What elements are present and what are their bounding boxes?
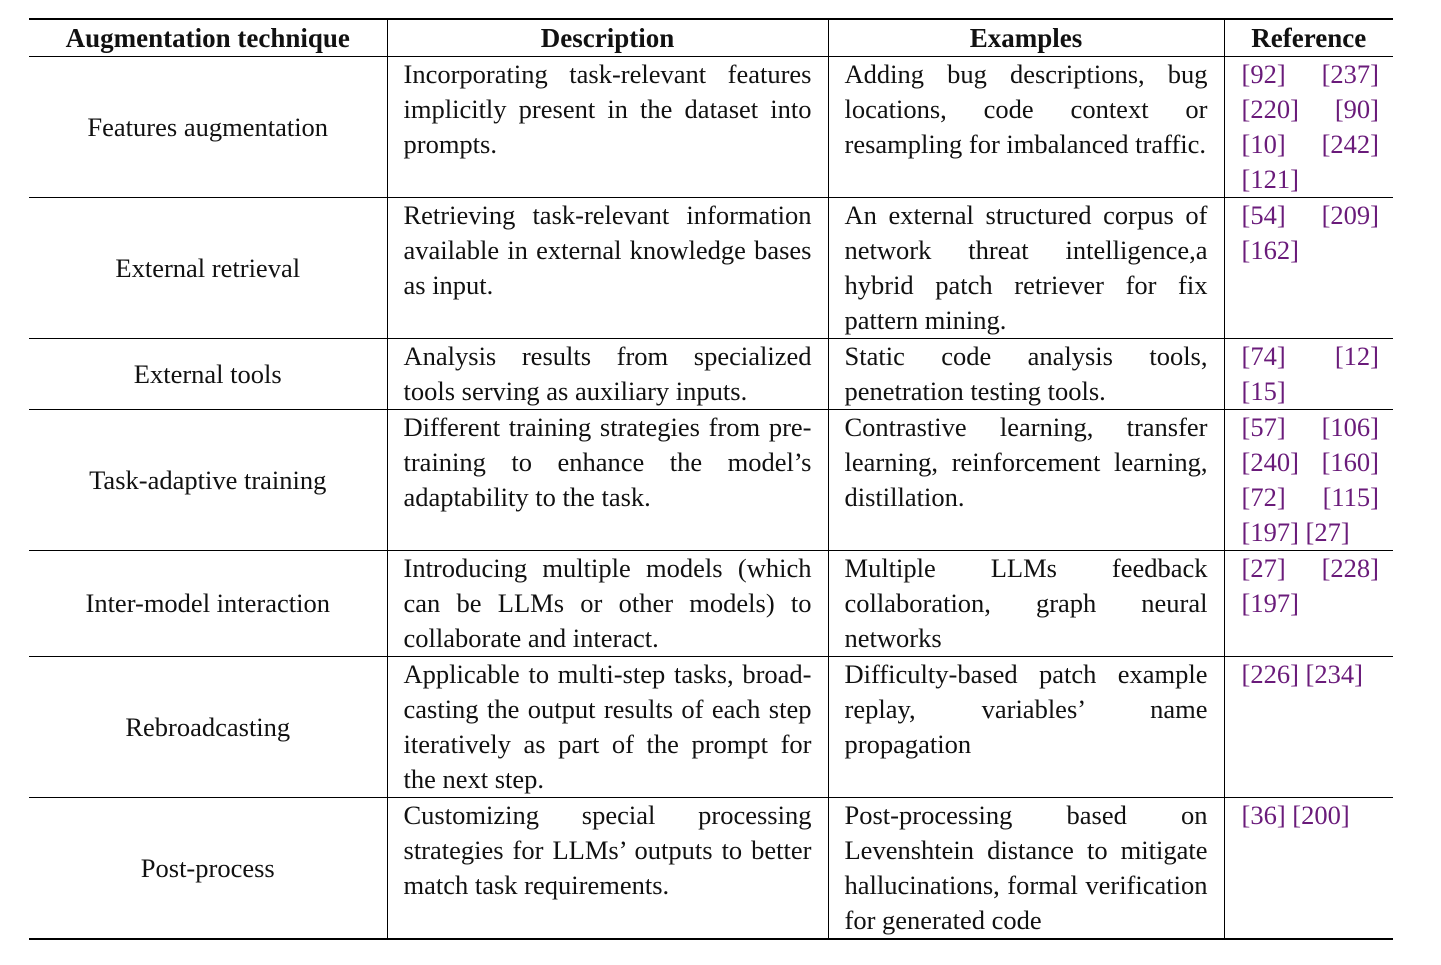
reference-link[interactable]: [15]: [1241, 376, 1286, 406]
header-reference: Reference: [1224, 19, 1393, 57]
description-cell: Analysis results from specialized tools serving as auxiliary inputs.: [387, 339, 828, 410]
reference-link[interactable]: [197]: [1241, 588, 1299, 618]
reference-link[interactable]: [242]: [1321, 129, 1379, 159]
technique-cell: Post-process: [29, 798, 387, 940]
table-row: [29, 57, 1393, 198]
description-cell: Applicable to multi-step tasks, broad-casting the output results of each step iteratively as part of the prompt for the next step.: [387, 657, 828, 798]
reference-link[interactable]: [92]: [1241, 59, 1286, 89]
examples-cell: Difficulty-based patch example replay, variables’ name propagation: [828, 657, 1224, 798]
reference-cell: [1224, 410, 1393, 551]
description-cell: Incorporating task-relevant features implicitly present in the dataset into prompts.: [387, 57, 828, 198]
reference-link[interactable]: [72]: [1241, 482, 1286, 512]
table-row: [29, 551, 1393, 657]
technique-cell: External retrieval: [29, 198, 387, 339]
reference-link[interactable]: [12]: [1334, 341, 1379, 371]
reference-link[interactable]: [121]: [1241, 164, 1299, 194]
technique-cell: Inter-model interaction: [29, 551, 387, 657]
table-row: [29, 798, 1393, 940]
table-row: [29, 198, 1393, 339]
technique-cell: Task-adaptive training: [29, 410, 387, 551]
reference-link[interactable]: [57]: [1241, 412, 1286, 442]
reference-cell: [1224, 339, 1393, 410]
description-cell: Introducing multiple models (which can be LLMs or other models) to collaborate and interact.: [387, 551, 828, 657]
examples-cell: Multiple LLMs feedback collaboration, graph neural networks: [828, 551, 1224, 657]
reference-link[interactable]: [200]: [1292, 800, 1350, 830]
examples-cell: Static code analysis tools, penetration testing tools.: [828, 339, 1224, 410]
reference-link[interactable]: [10]: [1241, 129, 1286, 159]
reference-link[interactable]: [226]: [1241, 659, 1299, 689]
examples-cell: Adding bug descriptions, bug locations, code context or resampling for imbalanced traffic.: [828, 57, 1224, 198]
table-row: [29, 410, 1393, 551]
table-body: [29, 57, 1393, 940]
reference-link[interactable]: [27]: [1305, 517, 1350, 547]
reference-link[interactable]: [160]: [1321, 447, 1379, 477]
reference-link[interactable]: [115]: [1322, 482, 1379, 512]
reference-link[interactable]: [197]: [1241, 517, 1299, 547]
reference-link[interactable]: [209]: [1321, 200, 1379, 230]
reference-link[interactable]: [220]: [1241, 94, 1299, 124]
reference-cell: [1224, 551, 1393, 657]
augmentation-techniques-table: [29, 18, 1393, 940]
reference-link[interactable]: [54]: [1241, 200, 1286, 230]
reference-link[interactable]: [74]: [1241, 341, 1286, 371]
table-header-row: [29, 19, 1393, 57]
reference-cell: [1224, 57, 1393, 198]
table-row: [29, 657, 1393, 798]
examples-cell: Post-processing based on Levenshtein distance to mitigate hallucinations, formal verification for generated code: [828, 798, 1224, 940]
header-augmentation-technique: Augmentation technique: [29, 19, 387, 57]
examples-cell: Contrastive learning, transfer learning, reinforcement learning, distillation.: [828, 410, 1224, 551]
header-description: Description: [387, 19, 828, 57]
reference-link[interactable]: [240]: [1241, 447, 1299, 477]
reference-link[interactable]: [27]: [1241, 553, 1286, 583]
reference-cell: [1224, 198, 1393, 339]
reference-cell: [1224, 798, 1393, 940]
description-cell: Different training strategies from pre-training to enhance the model’s adaptability to the task.: [387, 410, 828, 551]
reference-cell: [1224, 657, 1393, 798]
header-examples: Examples: [828, 19, 1224, 57]
reference-link[interactable]: [90]: [1334, 94, 1379, 124]
technique-cell: Rebroadcasting: [29, 657, 387, 798]
technique-cell: External tools: [29, 339, 387, 410]
reference-link[interactable]: [36]: [1241, 800, 1286, 830]
description-cell: Customizing special processing strategies for LLMs’ outputs to better match task requirements.: [387, 798, 828, 940]
reference-link[interactable]: [237]: [1321, 59, 1379, 89]
reference-link[interactable]: [228]: [1321, 553, 1379, 583]
technique-cell: Features augmentation: [29, 57, 387, 198]
description-cell: Retrieving task-relevant information available in external knowledge bases as input.: [387, 198, 828, 339]
table-row: [29, 339, 1393, 410]
reference-link[interactable]: [106]: [1321, 412, 1379, 442]
examples-cell: An external structured corpus of network threat intelligence,a hybrid patch retriever for fix pattern mining.: [828, 198, 1224, 339]
reference-link[interactable]: [162]: [1241, 235, 1299, 265]
reference-link[interactable]: [234]: [1305, 659, 1363, 689]
